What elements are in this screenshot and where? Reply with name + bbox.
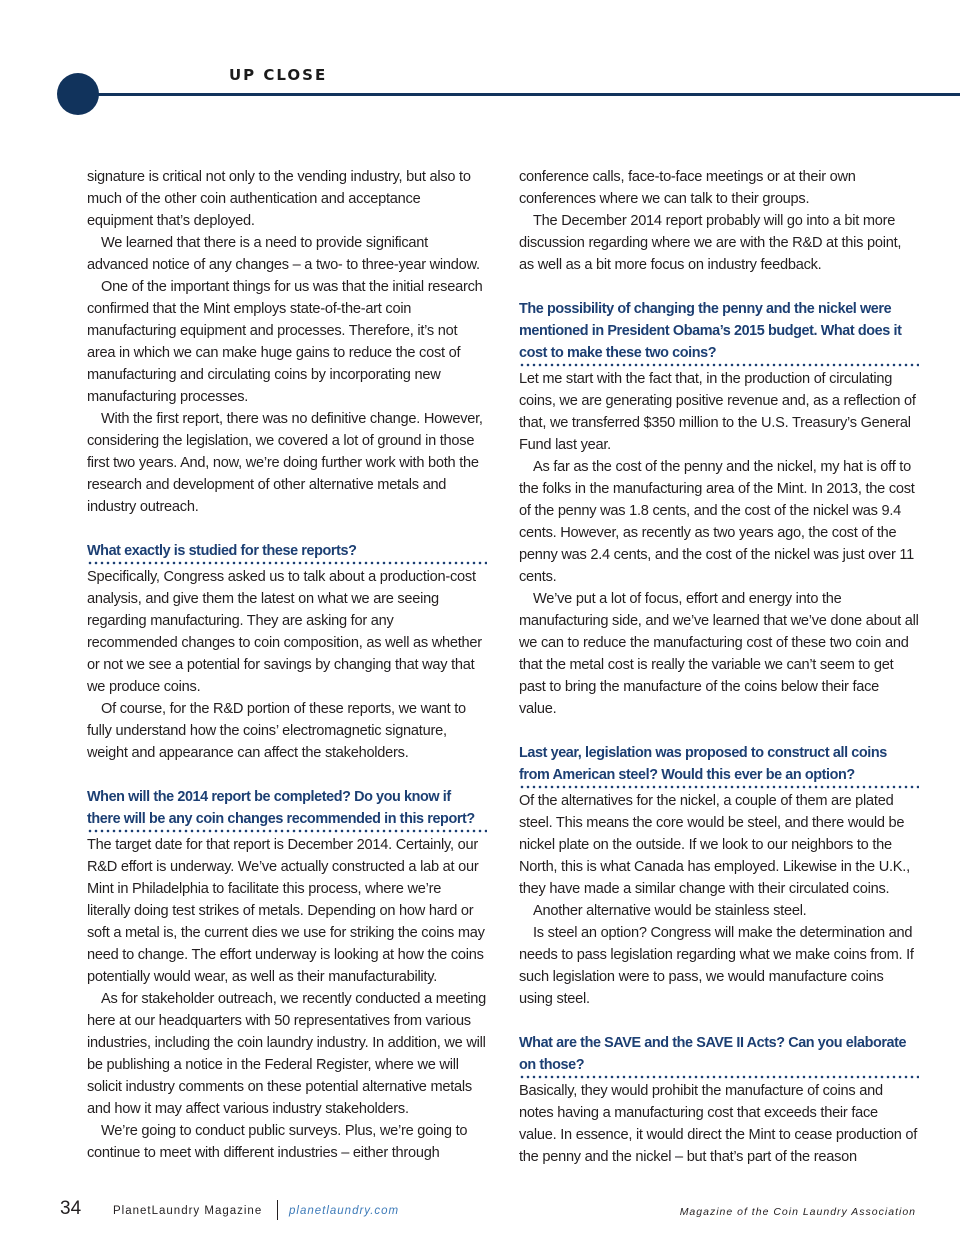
header-rule xyxy=(80,93,960,96)
paragraph: Specifically, Congress asked us to talk about a production-cost analysis, and give them the latest on what we are seeing regarding manufacturing. They are asking for any recommended changes to coin composition, as well as whether or not we see a potential for savings by changing that way that we produce coins. xyxy=(87,569,482,695)
paragraph: We’re going to conduct public surveys. Plus, we’re going to continue to meet with different industries – either through xyxy=(87,1123,468,1161)
paragraph: As for stakeholder outreach, we recently conducted a meeting here at our headquarters with 50 representatives from various industries, including the coin laundry industry. In addition, we will be publishing a notice in the Federal Register, where we will solicit industry comments on these potential alternative metals and how it may affect various industry stakeholders. xyxy=(87,991,486,1117)
website-link[interactable]: planetlaundry.com xyxy=(289,1205,400,1217)
paragraph: The December 2014 report probably will go into a bit more discussion regarding where we are with the R&D at this point, as well as a bit more focus on industry feedback. xyxy=(519,213,902,273)
paragraph: We’ve put a lot of focus, effort and energy into the manufacturing side, and we’ve learned that we’ve done about all we can to reduce the manufacturing cost of these two coin and that the metal cost is really the variable we can’t seem to get past to bring the manufacture of the coins below their face value. xyxy=(519,591,919,717)
paragraph: conference calls, face-to-face meetings or at their own conferences where we can talk to their groups. xyxy=(519,169,856,207)
paragraph: One of the important things for us was that the initial research confirmed that the Mint employs state-of-the-art coin manufacturing equipment and processes. Therefore, it’s not area in which we can make huge gains to reduce the cost of manufacturing and circulating coins by incorporating new manufacturing processes. xyxy=(87,279,483,405)
paragraph: Another alternative would be stainless steel. xyxy=(533,903,807,919)
page-number: 34 xyxy=(60,1198,82,1219)
interview-question: Last year, legislation was proposed to construct all coins from American steel? Would this ever be an option? xyxy=(519,742,919,789)
interview-question: What are the SAVE and the SAVE II Acts? Can you elaborate on those? xyxy=(519,1032,919,1079)
section-label: UP CLOSE xyxy=(229,66,328,84)
paragraph: The target date for that report is December 2014. Certainly, our R&D effort is underway. We’ve actually constructed a lab at our Mint in Philadelphia to facilitate this process, where we’re literally doing test strikes of metals. Depending on how hard or soft a metal is, the current dies we use for striking the coins may need to change. The effort underway is looking at how the coins potentially would wear, as well as their manufacturability. xyxy=(87,837,485,985)
paragraph: Let me start with the fact that, in the production of circulating coins, we are generating positive revenue and, as a reflection of that, we transferred $350 million to the U.S. Treasury’s General Fund last year. xyxy=(519,371,916,453)
paragraph: We learned that there is a need to provide significant advanced notice of any changes – a two- to three-year window. xyxy=(87,235,480,273)
right-column xyxy=(519,166,919,1168)
interview-question: The possibility of changing the penny and the nickel were mentioned in President Obama’s 2015 budget. What does it cost to make these two coins? xyxy=(519,298,919,367)
interview-question: What exactly is studied for these reports? xyxy=(87,540,487,565)
left-column xyxy=(87,166,487,1164)
association-tagline: Magazine of the Coin Laundry Association xyxy=(679,1206,916,1218)
footer-divider xyxy=(277,1200,278,1220)
paragraph: Basically, they would prohibit the manufacture of coins and notes having a manufacturing cost that exceeds their face value. In essence, it would direct the Mint to cease production of the penny and the nickel – but that’s part of the reason xyxy=(519,1083,918,1165)
magazine-name: PlanetLaundry Magazine xyxy=(113,1205,263,1217)
paragraph: Is steel an option? Congress will make the determination and needs to pass legislation regarding what we make coins from. If such legislation were to pass, we would manufacture coins using steel. xyxy=(519,925,914,1007)
paragraph: Of course, for the R&D portion of these reports, we want to fully understand how the coins’ electromagnetic signature, weight and appearance can affect the stakeholders. xyxy=(87,701,466,761)
interview-question: When will the 2014 report be completed? Do you know if there will be any coin changes recommended in this report? xyxy=(87,786,487,833)
paragraph: As far as the cost of the penny and the nickel, my hat is off to the folks in the manufacturing area of the Mint. In 2013, the cost of the penny was 1.8 cents, and the cost of the nickel was 9.4 cents. However, as recently as two years ago, the cost of the penny was 2.4 cents, and the cost of the nickel was just over 11 cents. xyxy=(519,459,915,585)
paragraph: signature is critical not only to the vending industry, but also to much of the other coin authentication and acceptance equipment that’s deployed. xyxy=(87,169,471,229)
paragraph: With the first report, there was no definitive change. However, considering the legislation, we covered a lot of ground in those first two years. And, now, we’re doing further work with both the research and development of other alternative metals and industry outreach. xyxy=(87,411,483,515)
paragraph: Of the alternatives for the nickel, a couple of them are plated steel. This means the core would be steel, and there would be nickel plate on the outside. If we look to our neighbors to the North, this is what Canada has employed. Likewise in the U.K., they have made a similar change with their circulated coins. xyxy=(519,793,910,897)
